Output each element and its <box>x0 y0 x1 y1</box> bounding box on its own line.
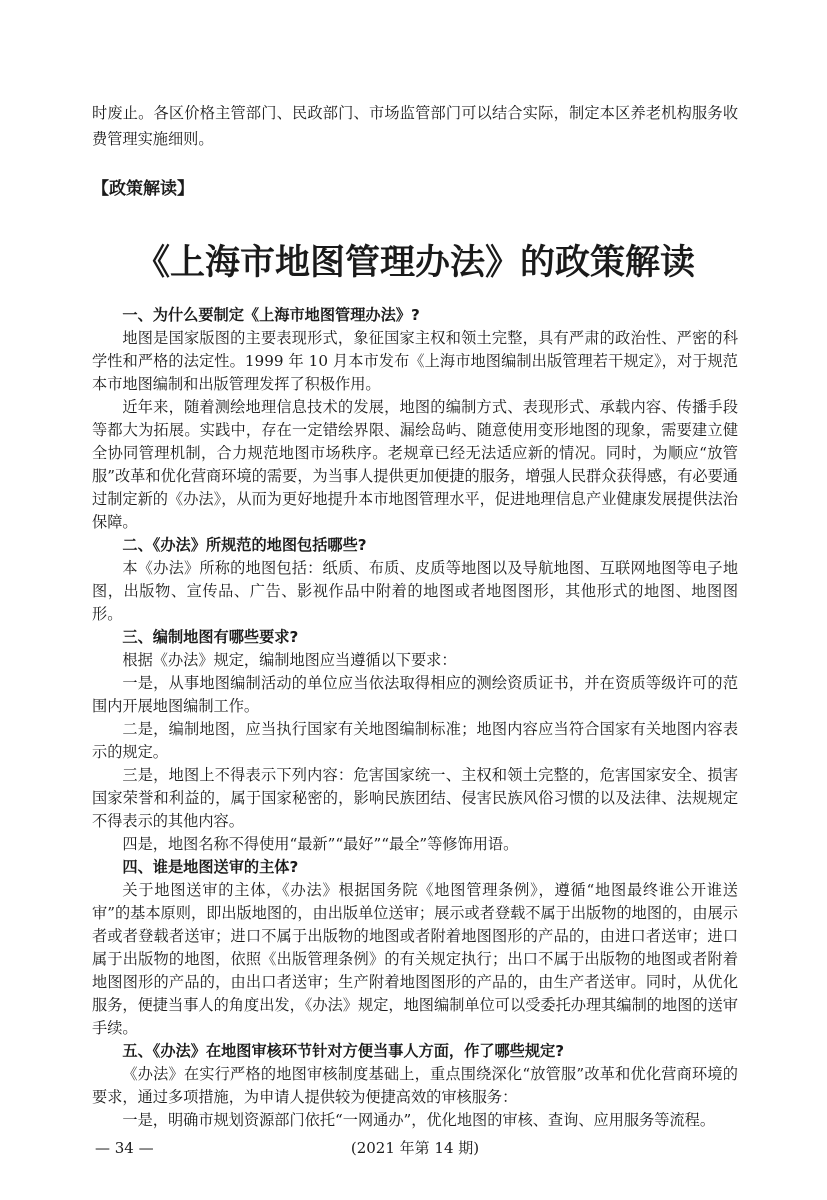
section-heading: 四、谁是地图送审的主体? <box>122 858 299 876</box>
section-heading: 三、编制地图有哪些要求? <box>122 628 299 646</box>
continuation-text: 时废止。各区价格主管部门、民政部门、市场监管部门可以结合实际，制定本区养老机构服务收费管理实施细则。 <box>92 104 738 148</box>
paragraph: 一是，明确市规划资源部门依托“一网通办”，优化地图的审核、查询、应用服务等流程。 <box>122 1111 716 1129</box>
section-heading: 五、《办法》在地图审核环节针对方便当事人方面，作了哪些规定? <box>122 1042 565 1060</box>
issue-label: (2021 年第 14 期) <box>350 1139 480 1157</box>
paragraph: 《办法》在实行严格的地图审核制度基础上，重点围绕深化“放管服”改革和优化营商环境的要求，通过多项措施，为申请人提供较为便捷高效的审核服务： <box>92 1065 738 1106</box>
paragraph: 三是，地图上不得表示下列内容：危害国家统一、主权和领土完整的，危害国家安全、损害国家荣誉和利益的，属于国家秘密的，影响民族团结、侵害民族风俗习惯的以及法律、法规规定不得表示的其他内容。 <box>92 766 738 830</box>
article-body <box>92 304 738 1132</box>
paragraph: 本《办法》所称的地图包括：纸质、布质、皮质等地图以及导航地图、互联网地图等电子地图，出版物、宣传品、广告、影视作品中附着的地图或者地图图形，其他形式的地图、地图图形。 <box>92 559 738 623</box>
section-tag: 【政策解读】 <box>92 179 194 199</box>
paragraph: 地图是国家版图的主要表现形式，象征国家主权和领土完整，具有严肃的政治性、严密的科学性和严格的法定性。1999 年 10 月本市发布《上海市地图编制出版管理若干规定》，对于规范本市地图编制和出版管理发挥了积极作用。 <box>92 329 738 393</box>
paragraph: 一是，从事地图编制活动的单位应当依法取得相应的测绘资质证书，并在资质等级许可的范围内开展地图编制工作。 <box>92 674 738 715</box>
paragraph: 近年来，随着测绘地理信息技术的发展，地图的编制方式、表现形式、承载内容、传播手段等都大为拓展。实践中，存在一定错绘界限、漏绘岛屿、随意使用变形地图的现象，需要建立健全协同管理机制，合力规范地图市场秩序。老规章已经无法适应新的情况。同时，为顺应“放管服”改革和优化营商环境的需要，为当事人提供更加便捷的服务，增强人民群众获得感，有必要通过制定新的《办法》，从而为更好地提升本市地图管理水平，促进地理信息产业健康发展提供法治保障。 <box>92 398 738 531</box>
paragraph: 根据《办法》规定，编制地图应当遵循以下要求： <box>122 651 457 669</box>
section-heading: 二、《办法》所规范的地图包括哪些? <box>122 536 367 554</box>
article-title: 《上海市地图管理办法》的政策解读 <box>134 242 695 283</box>
page-number: — 34 — <box>95 1139 154 1157</box>
page-footer <box>92 1136 738 1160</box>
paragraph: 二是，编制地图，应当执行国家有关地图编制标准；地图内容应当符合国家有关地图内容表示的规定。 <box>92 720 738 761</box>
paragraph: 关于地图送审的主体，《办法》根据国务院《地图管理条例》，遵循“地图最终谁公开谁送审”的基本原则，即出版地图的，由出版单位送审；展示或者登载不属于出版物的地图的，由展示者或者登载者送审；进口不属于出版物的地图或者附着地图图形的产品的，由进口者送审；进口属于出版物的地图，依照《出版管理条例》的有关规定执行；出口不属于出版物的地图或者附着地图图形的产品的，由出口者送审；生产附着地图图形的产品的，由生产者送审。同时，从优化服务，便捷当事人的角度出发，《办法》规定，地图编制单位可以受委托办理其编制的地图的送审手续。 <box>92 881 738 1037</box>
paragraph: 四是，地图名称不得使用“最新”“最好”“最全”等修饰用语。 <box>122 835 519 853</box>
section-heading: 一、为什么要制定《上海市地图管理办法》? <box>122 306 420 324</box>
